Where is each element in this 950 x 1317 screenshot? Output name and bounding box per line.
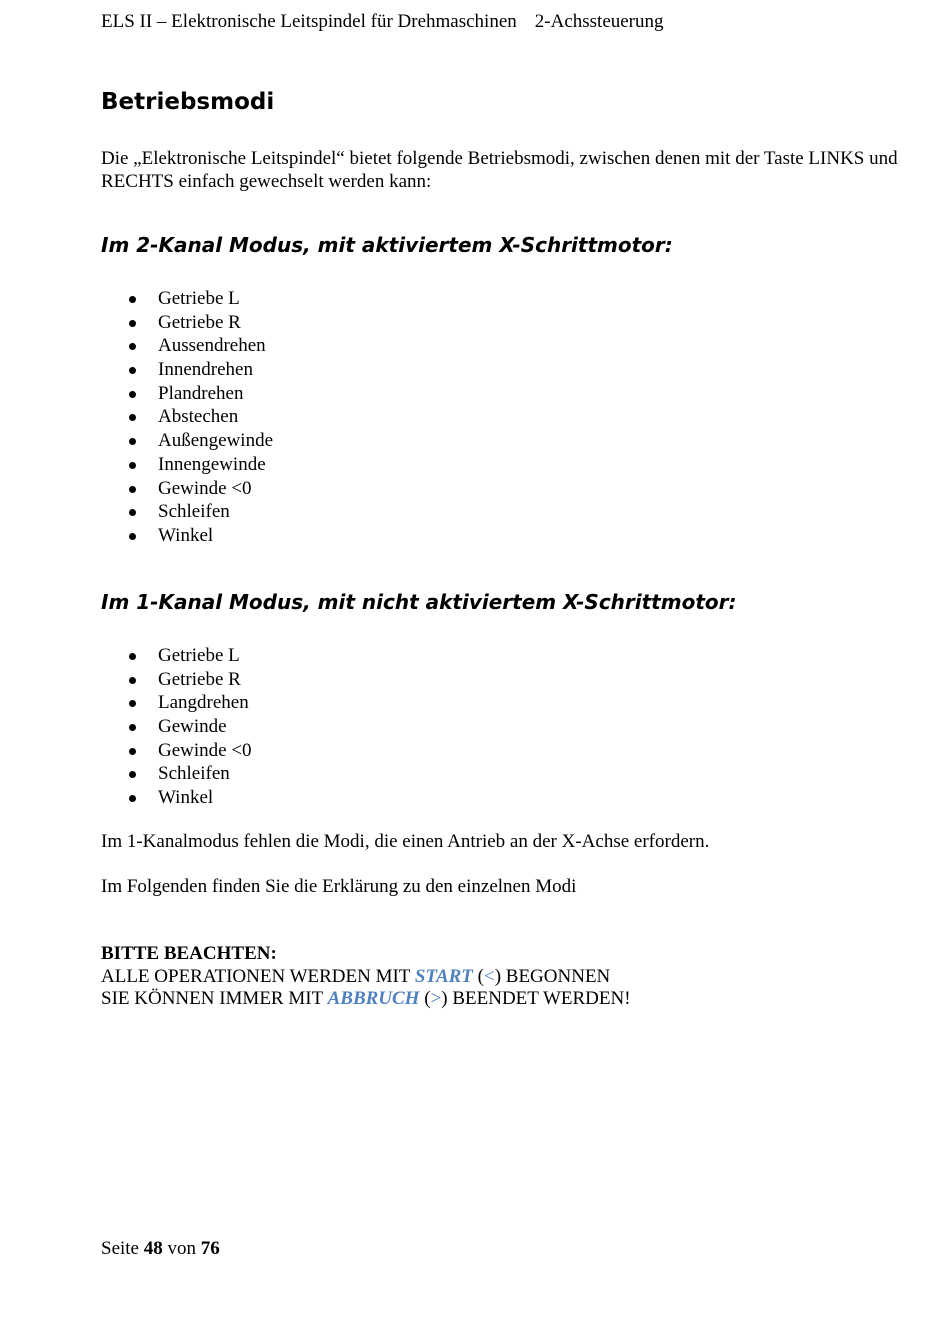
list-item bbox=[101, 524, 273, 548]
page-current: 48 bbox=[143, 1238, 163, 1259]
abort-keyword: ABBRUCH bbox=[327, 988, 420, 1009]
list-item bbox=[101, 500, 273, 524]
header-subtitle: 2-Achssteuerung bbox=[534, 11, 664, 32]
list-item bbox=[101, 477, 273, 501]
list-item bbox=[101, 358, 273, 382]
list-item bbox=[101, 644, 252, 668]
notice-block bbox=[101, 943, 631, 1011]
bullet-icon bbox=[129, 296, 136, 303]
bullet-icon bbox=[129, 486, 136, 493]
list-item bbox=[101, 739, 252, 763]
notice-title: BITTE BEACHTEN: bbox=[101, 943, 277, 964]
list-item bbox=[101, 429, 273, 453]
list-item-label: Gewinde bbox=[158, 716, 227, 738]
list-item bbox=[101, 762, 252, 786]
start-symbol: < bbox=[483, 965, 495, 987]
bullet-icon bbox=[129, 509, 136, 516]
list-item-label: Getriebe R bbox=[158, 668, 241, 690]
notice-line-start bbox=[101, 966, 631, 989]
list-item-label: Getriebe L bbox=[158, 288, 240, 309]
list-item bbox=[101, 311, 273, 335]
list-item-label: Außengewinde bbox=[158, 430, 274, 452]
list-item bbox=[101, 786, 252, 810]
list-item-label: Winkel bbox=[158, 524, 214, 546]
list-item-label: Winkel bbox=[158, 787, 214, 809]
list-item-label: Innengewinde bbox=[158, 453, 266, 475]
list-item-label: Getriebe R bbox=[158, 311, 241, 333]
notice-line-abort bbox=[101, 988, 631, 1011]
page-total: 76 bbox=[200, 1238, 220, 1259]
page-header bbox=[101, 11, 664, 33]
notice-line2-prefix: SIE KÖNNEN IMMER MIT bbox=[101, 988, 328, 1009]
page-separator: von bbox=[167, 1238, 196, 1259]
notice-line1-suffix: ) BEGONNEN bbox=[494, 965, 611, 987]
mode-list-2kanal bbox=[101, 287, 273, 548]
bullet-icon bbox=[129, 414, 136, 421]
list-item bbox=[101, 405, 273, 429]
notice-line1-open: ( bbox=[472, 965, 484, 987]
bullet-icon bbox=[129, 724, 136, 731]
bullet-icon bbox=[129, 677, 136, 684]
intro-paragraph: Die „Elektronische Leitspindel“ bietet folgende Betriebsmodi, zwischen denen mit der Taste LINKS und RECHTS einfach gewechselt werden kann: bbox=[101, 148, 898, 192]
bullet-icon bbox=[129, 367, 136, 374]
page-label: Seite bbox=[101, 1238, 139, 1259]
bullet-icon bbox=[129, 771, 136, 778]
list-item bbox=[101, 453, 273, 477]
bullet-icon bbox=[129, 343, 136, 350]
list-item-label: Plandrehen bbox=[158, 382, 244, 404]
list-item bbox=[101, 382, 273, 406]
list-item-label: Abstechen bbox=[158, 406, 239, 428]
page-footer bbox=[101, 1238, 220, 1260]
paragraph-explanation: Im Folgenden finden Sie die Erklärung zu den einzelnen Modi bbox=[101, 876, 577, 897]
mode-list-1kanal bbox=[101, 644, 252, 810]
bullet-icon bbox=[129, 700, 136, 707]
start-keyword: START bbox=[414, 965, 473, 987]
list-item-label: Schleifen bbox=[158, 763, 230, 785]
list-item-label: Getriebe L bbox=[158, 645, 240, 666]
bullet-icon bbox=[129, 438, 136, 445]
list-item bbox=[101, 691, 252, 715]
bullet-icon bbox=[129, 391, 136, 398]
abort-symbol: > bbox=[430, 988, 442, 1009]
notice-line1-prefix: ALLE OPERATIONEN WERDEN MIT bbox=[101, 965, 415, 987]
notice-line2-suffix: ) BEENDET WERDEN! bbox=[441, 988, 631, 1009]
list-item-label: Innendrehen bbox=[158, 359, 253, 381]
list-item-label: Gewinde <0 bbox=[158, 477, 252, 499]
list-item bbox=[101, 287, 273, 311]
section-1kanal-title: Im 1-Kanal Modus, mit nicht aktiviertem X-Schrittmotor: bbox=[101, 590, 737, 614]
bullet-icon bbox=[129, 320, 136, 327]
page-title: Betriebsmodi bbox=[101, 89, 275, 115]
list-item-label: Aussendrehen bbox=[158, 335, 266, 357]
paragraph-1kanal-note: Im 1-Kanalmodus fehlen die Modi, die einen Antrieb an der X-Achse erfordern. bbox=[101, 831, 710, 852]
list-item-label: Gewinde <0 bbox=[158, 739, 252, 761]
header-title: ELS II – Elektronische Leitspindel für Drehmaschinen bbox=[101, 11, 517, 32]
notice-line2-open: ( bbox=[419, 988, 431, 1009]
list-item bbox=[101, 715, 252, 739]
bullet-icon bbox=[129, 748, 136, 755]
bullet-icon bbox=[129, 533, 136, 540]
bullet-icon bbox=[129, 462, 136, 469]
list-item-label: Langdrehen bbox=[158, 692, 249, 714]
bullet-icon bbox=[129, 653, 136, 660]
list-item-label: Schleifen bbox=[158, 501, 230, 523]
section-2kanal-title: Im 2-Kanal Modus, mit aktiviertem X-Schrittmotor: bbox=[101, 233, 673, 257]
bullet-icon bbox=[129, 795, 136, 802]
list-item bbox=[101, 334, 273, 358]
list-item bbox=[101, 668, 252, 692]
